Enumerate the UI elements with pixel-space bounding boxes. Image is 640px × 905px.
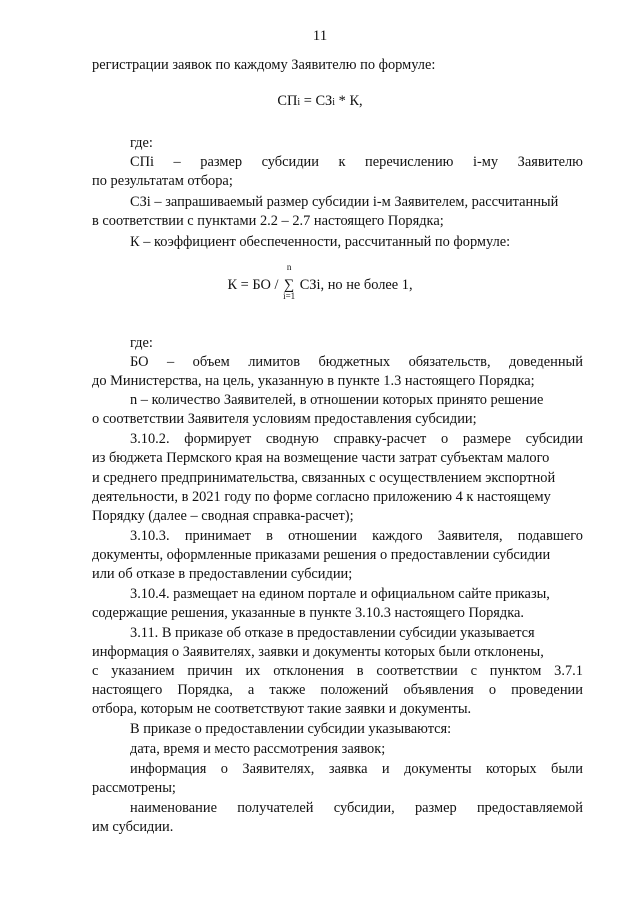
word: Заявителя,: [437, 528, 503, 544]
text-line: в соответствии с пунктами 2.2 – 2.7 настоящего Порядка;: [92, 213, 444, 229]
word: с: [470, 663, 477, 679]
text-line: или об отказе в предоставлении субсидии;: [92, 566, 353, 582]
text-line: [130, 760, 583, 778]
word: в: [356, 663, 364, 679]
word: предоставляемой: [476, 800, 583, 816]
text-line: [92, 681, 583, 699]
formula-lhs: СП: [277, 93, 298, 109]
text-line: до Министерства, на цель, указанную в пункте 1.3 настоящего Порядка;: [92, 373, 535, 389]
text-line: Порядку (далее – сводная справка-расчет);: [92, 508, 354, 524]
word: размере: [462, 431, 511, 447]
text-line: рассмотрены;: [92, 780, 176, 796]
word: были: [551, 761, 583, 777]
text-line: содержащие решения, указанные в пункте 3.10.3 настоящего Порядка.: [92, 605, 524, 621]
word: соответствии: [376, 663, 458, 679]
text-line: отбора, которым не соответствуют такие заявки и документы.: [92, 701, 472, 717]
word: i-му: [472, 154, 499, 170]
text-line: 3.11. В приказе об отказе в предоставлении субсидии указывается: [130, 625, 535, 641]
word: информация: [130, 761, 207, 777]
text-line: 3.10.4. размещает на едином портале и официальном сайте приказы,: [130, 586, 550, 602]
word: о: [220, 761, 228, 777]
word: о: [440, 431, 449, 447]
word: доведенный: [509, 354, 583, 370]
text-line: где:: [130, 335, 153, 351]
text-line: дата, время и место рассмотрения заявок;: [130, 741, 386, 757]
word: размер: [414, 800, 457, 816]
text-line: [130, 153, 583, 171]
word: отклонения: [273, 663, 344, 679]
word: обязательств,: [408, 354, 491, 370]
word: –: [173, 154, 181, 170]
word: подавшего: [517, 528, 583, 544]
word: пунктом: [489, 663, 542, 679]
word: в: [266, 528, 273, 544]
formula2-tail: СЗi, но не более 1,: [296, 277, 413, 293]
text-line: [130, 353, 583, 371]
text-line: им субсидии.: [92, 819, 174, 835]
word: положений: [320, 682, 389, 698]
word: и: [381, 761, 390, 777]
word: Заявителю: [517, 154, 583, 170]
word: документы: [404, 761, 472, 777]
word: перечислению: [365, 154, 454, 170]
text-line: [92, 662, 583, 680]
word: о: [488, 682, 497, 698]
text-line: информация о Заявителях, заявки и документы которых были отклонены,: [92, 644, 544, 660]
word: 3.10.2.: [130, 431, 170, 447]
word: объем: [192, 354, 230, 370]
text-line: [130, 430, 583, 448]
word: сводную: [265, 431, 319, 447]
sum-symbol: [282, 262, 296, 301]
formula-subsidy: [0, 92, 640, 112]
word: объявления: [403, 682, 474, 698]
word: наименование: [130, 800, 217, 816]
page-number: 11: [312, 28, 328, 44]
formula-coefficient: [0, 262, 640, 301]
word: принимает: [184, 528, 251, 544]
word: заявка: [328, 761, 368, 777]
word: СПi: [130, 154, 154, 170]
formula2-lead: К = БО /: [227, 277, 283, 293]
word: получателей: [237, 800, 314, 816]
text-line: СЗi – запрашиваемый размер субсидии i-м Заявителем, рассчитанный: [130, 194, 559, 210]
text-line: К – коэффициент обеспеченности, рассчитанный по формуле:: [130, 234, 511, 250]
text-line: где:: [130, 135, 153, 151]
word: проведении: [511, 682, 583, 698]
word: которых: [485, 761, 537, 777]
word: бюджетных: [318, 354, 391, 370]
text-line: и среднего предпринимательства, связанных с осуществлением экспортной: [92, 470, 556, 486]
word: Заявителях,: [242, 761, 315, 777]
word: с: [92, 663, 99, 679]
text-line: деятельности, в 2021 году по форме согласно приложению 4 к настоящему: [92, 489, 551, 505]
sum-sign: ∑: [283, 277, 295, 293]
text-line: по результатам отбора;: [92, 173, 233, 189]
word: Порядка,: [177, 682, 233, 698]
text-line: о соответствии Заявителя условиям предоставления субсидии;: [92, 411, 477, 427]
word: а: [247, 682, 255, 698]
word: размер: [200, 154, 243, 170]
formula-rhs: = СЗ: [303, 93, 333, 109]
formula-lhs-sub: i: [297, 97, 301, 108]
word: лимитов: [248, 354, 300, 370]
text-line: В приказе о предоставлении субсидии указываются:: [130, 721, 452, 737]
word: 3.7.1: [554, 663, 583, 679]
text-line: [130, 799, 583, 817]
word: также: [269, 682, 306, 698]
word: справку-расчет: [333, 431, 427, 447]
word: отношении: [288, 528, 357, 544]
word: к: [338, 154, 346, 170]
word: настоящего: [92, 682, 163, 698]
word: 3.10.3.: [130, 528, 170, 544]
text-line: [130, 527, 583, 545]
formula-rhs-sub: i: [332, 97, 336, 108]
word: БО: [130, 354, 149, 370]
text-line: регистрации заявок по каждому Заявителю по формуле:: [92, 57, 436, 73]
word: субсидии: [261, 154, 319, 170]
sum-upper-limit: n: [286, 262, 292, 272]
text-line: n – количество Заявителей, в отношении которых принято решение: [130, 392, 544, 408]
word: формирует: [184, 431, 252, 447]
word: причин: [187, 663, 233, 679]
formula-tail: * К,: [335, 93, 363, 109]
word: их: [245, 663, 261, 679]
word: –: [167, 354, 175, 370]
word: субсидии: [525, 431, 583, 447]
text-line: документы, оформленные приказами решения о предоставлении субсидии: [92, 547, 551, 563]
word: указанием: [111, 663, 175, 679]
sum-lower-limit: i=1: [283, 291, 296, 301]
word: субсидии,: [333, 800, 395, 816]
word: каждого: [372, 528, 423, 544]
text-line: из бюджета Пермского края на возмещение части затрат субъектам малого: [92, 450, 550, 466]
